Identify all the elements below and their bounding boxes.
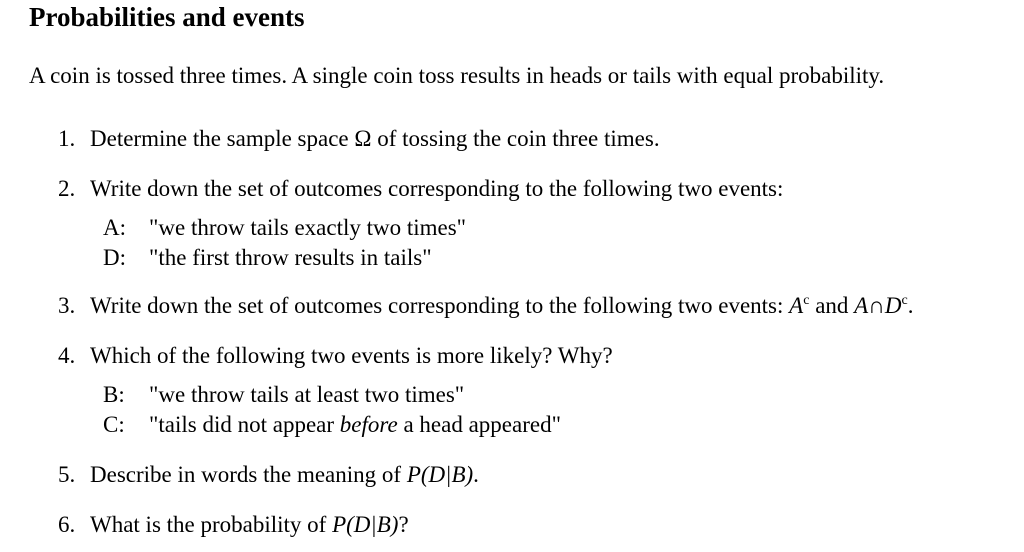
probability-expression: P(D|B): [332, 512, 399, 537]
question-1: [58, 124, 660, 154]
math-d: D: [884, 293, 902, 318]
question-6: [58, 510, 409, 540]
event-text-emphasis: before: [339, 412, 398, 437]
question-mark: ?: [398, 512, 409, 537]
question-number: 4.: [58, 343, 76, 368]
probability-expression: P(D|B): [406, 462, 474, 487]
event-a: [103, 213, 466, 243]
math-a: A: [789, 293, 804, 318]
question-4: [58, 341, 613, 371]
intro-paragraph: A coin is tossed three times. A single coin toss results in heads or tails with equal probability.: [29, 63, 885, 88]
page-title: Probabilities and events: [29, 2, 305, 32]
question-2: [58, 174, 783, 204]
intersection-symbol: ∩: [868, 293, 885, 318]
event-label: A:: [103, 215, 126, 240]
event-label: C:: [103, 412, 125, 437]
question-text: What is the probability of: [90, 512, 333, 537]
complement-sup: c: [803, 293, 810, 308]
event-c: [103, 410, 561, 440]
question-text: Write down the set of outcomes corresponding to the following two events:: [90, 176, 784, 201]
question-number: 5.: [58, 462, 76, 487]
event-text: "tails did not appear: [149, 412, 340, 437]
event-text: "we throw tails at least two times": [149, 382, 465, 407]
event-label: B:: [103, 382, 125, 407]
question-text-end: of tossing the coin three times.: [371, 126, 660, 151]
and-text: and: [809, 293, 855, 318]
question-text: Describe in words the meaning of: [90, 462, 407, 487]
question-5: [58, 460, 479, 490]
question-text: Determine the sample space: [90, 126, 355, 151]
omega-symbol: Ω: [354, 126, 372, 151]
event-b: [103, 380, 464, 410]
event-text: "we throw tails exactly two times": [149, 215, 467, 240]
event-text-end: a head appeared": [397, 412, 561, 437]
complement-sup-2: c: [901, 293, 908, 308]
event-d: [103, 243, 432, 273]
event-label: D:: [103, 245, 126, 270]
question-3: [58, 291, 913, 321]
period: .: [907, 293, 914, 318]
question-number: 2.: [58, 176, 76, 201]
period: .: [473, 462, 479, 487]
question-text: Write down the set of outcomes corresponding to the following two events:: [90, 293, 790, 318]
math-a-2: A: [854, 293, 869, 318]
question-number: 3.: [58, 293, 76, 318]
question-number: 6.: [58, 512, 76, 537]
question-text: Which of the following two events is more likely? Why?: [90, 343, 613, 368]
question-number: 1.: [58, 126, 76, 151]
event-text: "the first throw results in tails": [149, 245, 432, 270]
